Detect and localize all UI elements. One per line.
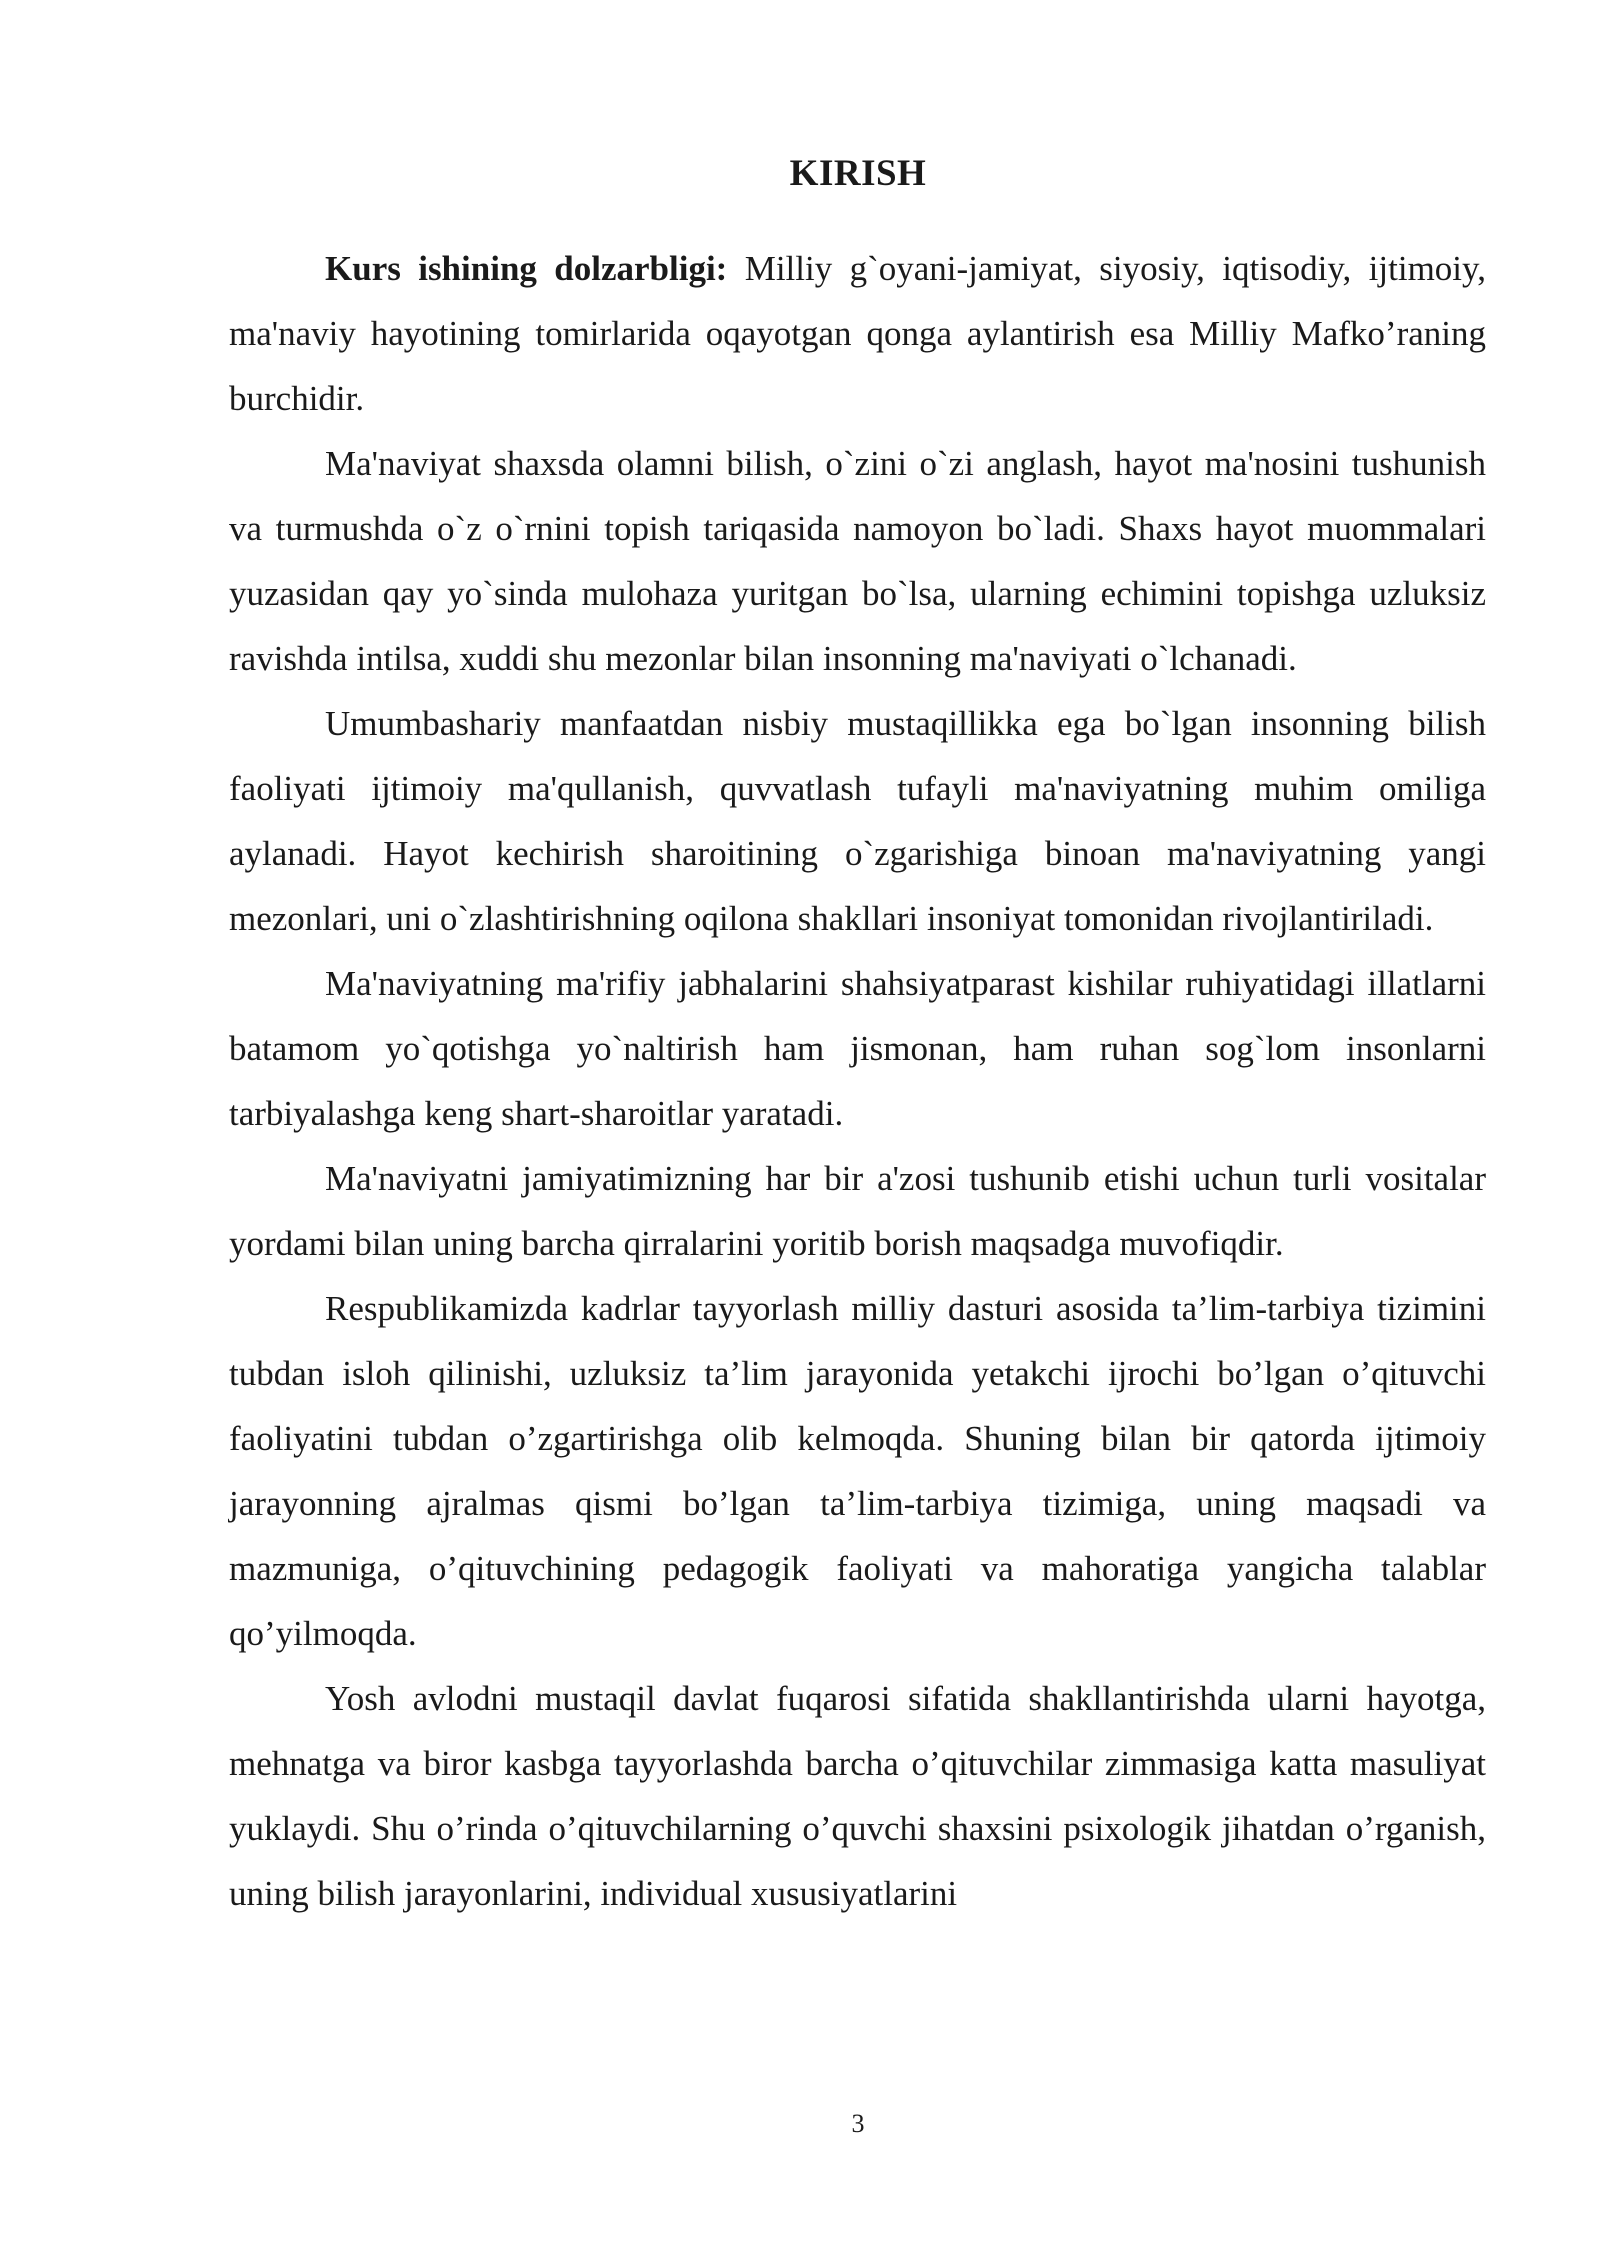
page-number: 3 — [851, 2109, 865, 2138]
body-text — [229, 236, 1486, 1926]
relevance-text: Milliy g`oyani-jamiyat, siyosiy, iqtisodiy, ijtimoiy, ma'naviy hayotining tomirlarida oqayotgan qonga aylantirish esa Milliy Mafko’raning burchidir. — [229, 249, 1486, 418]
relevance-label: Kurs ishining dolzarbligi: — [325, 249, 728, 288]
paragraph: Ma'naviyat shaxsda olamni bilish, o`zini o`zi anglash, hayot ma'nosini tushunish va turmushda o`z o`rnini topish tariqasida namoyon bo`ladi. Shaxs hayot muommalari yuzasidan qay yo`sinda mulohaza yuritgan bo`lsa, ularning echimini topishga uzluksiz ravishda intilsa, xuddi shu mezonlar bilan insonning ma'naviyati o`lchanadi. — [229, 444, 1486, 678]
paragraph: Ma'naviyatning ma'rifiy jabhalarini shahsiyatparast kishilar ruhiyatidagi illatlarni batamom yo`qotishga yo`naltirish ham jismonan, ham ruhan sog`lom insonlarni tarbiyalashga keng shart-sharoitlar yaratadi. — [229, 964, 1486, 1133]
paragraph: Ma'naviyatni jamiyatimizning har bir a'zosi tushunib etishi uchun turli vositalar yordami bilan uning barcha qirralarini yoritib borish maqsadga muvofiqdir. — [229, 1159, 1486, 1263]
section-title: KIRISH — [789, 153, 927, 194]
paragraph: Respublikamizda kadrlar tayyorlash milliy dasturi asosida ta’lim-tarbiya tizimini tubdan isloh qilinishi, uzluksiz ta’lim jarayonida yetakchi ijrochi bo’lgan o’qituvchi faoliyatini tubdan o’zgartirishga olib kelmoqda. Shuning bilan bir qatorda ijtimoiy jarayonning ajralmas qismi bo’lgan ta’lim-tarbiya tizimiga, uning maqsadi va mazmuniga, o’qituvchining pedagogik faoliyati va mahoratiga yangicha talablar qo’yilmoqda. — [229, 1289, 1486, 1653]
paragraph: Yosh avlodni mustaqil davlat fuqarosi sifatida shakllantirishda ularni hayotga, mehnatga va biror kasbga tayyorlashda barcha o’qituvchilar zimmasiga katta masuliyat yuklaydi. Shu o’rinda o’qituvchilarning o’quvchi shaxsini psixologik jihatdan o’rganish, uning bilish jarayonlarini, individual xususiyatlarini — [229, 1679, 1486, 1913]
paragraph: Umumbashariy manfaatdan nisbiy mustaqillikka ega bo`lgan insonning bilish faoliyati ijtimoiy ma'qullanish, quvvatlash tufayli ma'naviyatning muhim omiliga aylanadi. Hayot kechirish sharoitining o`zgarishiga binoan ma'naviyatning yangi mezonlari, uni o`zlashtirishning oqilona shakllari insoniyat tomonidan rivojlantiriladi. — [229, 704, 1486, 938]
paragraph-relevance — [229, 236, 1486, 431]
